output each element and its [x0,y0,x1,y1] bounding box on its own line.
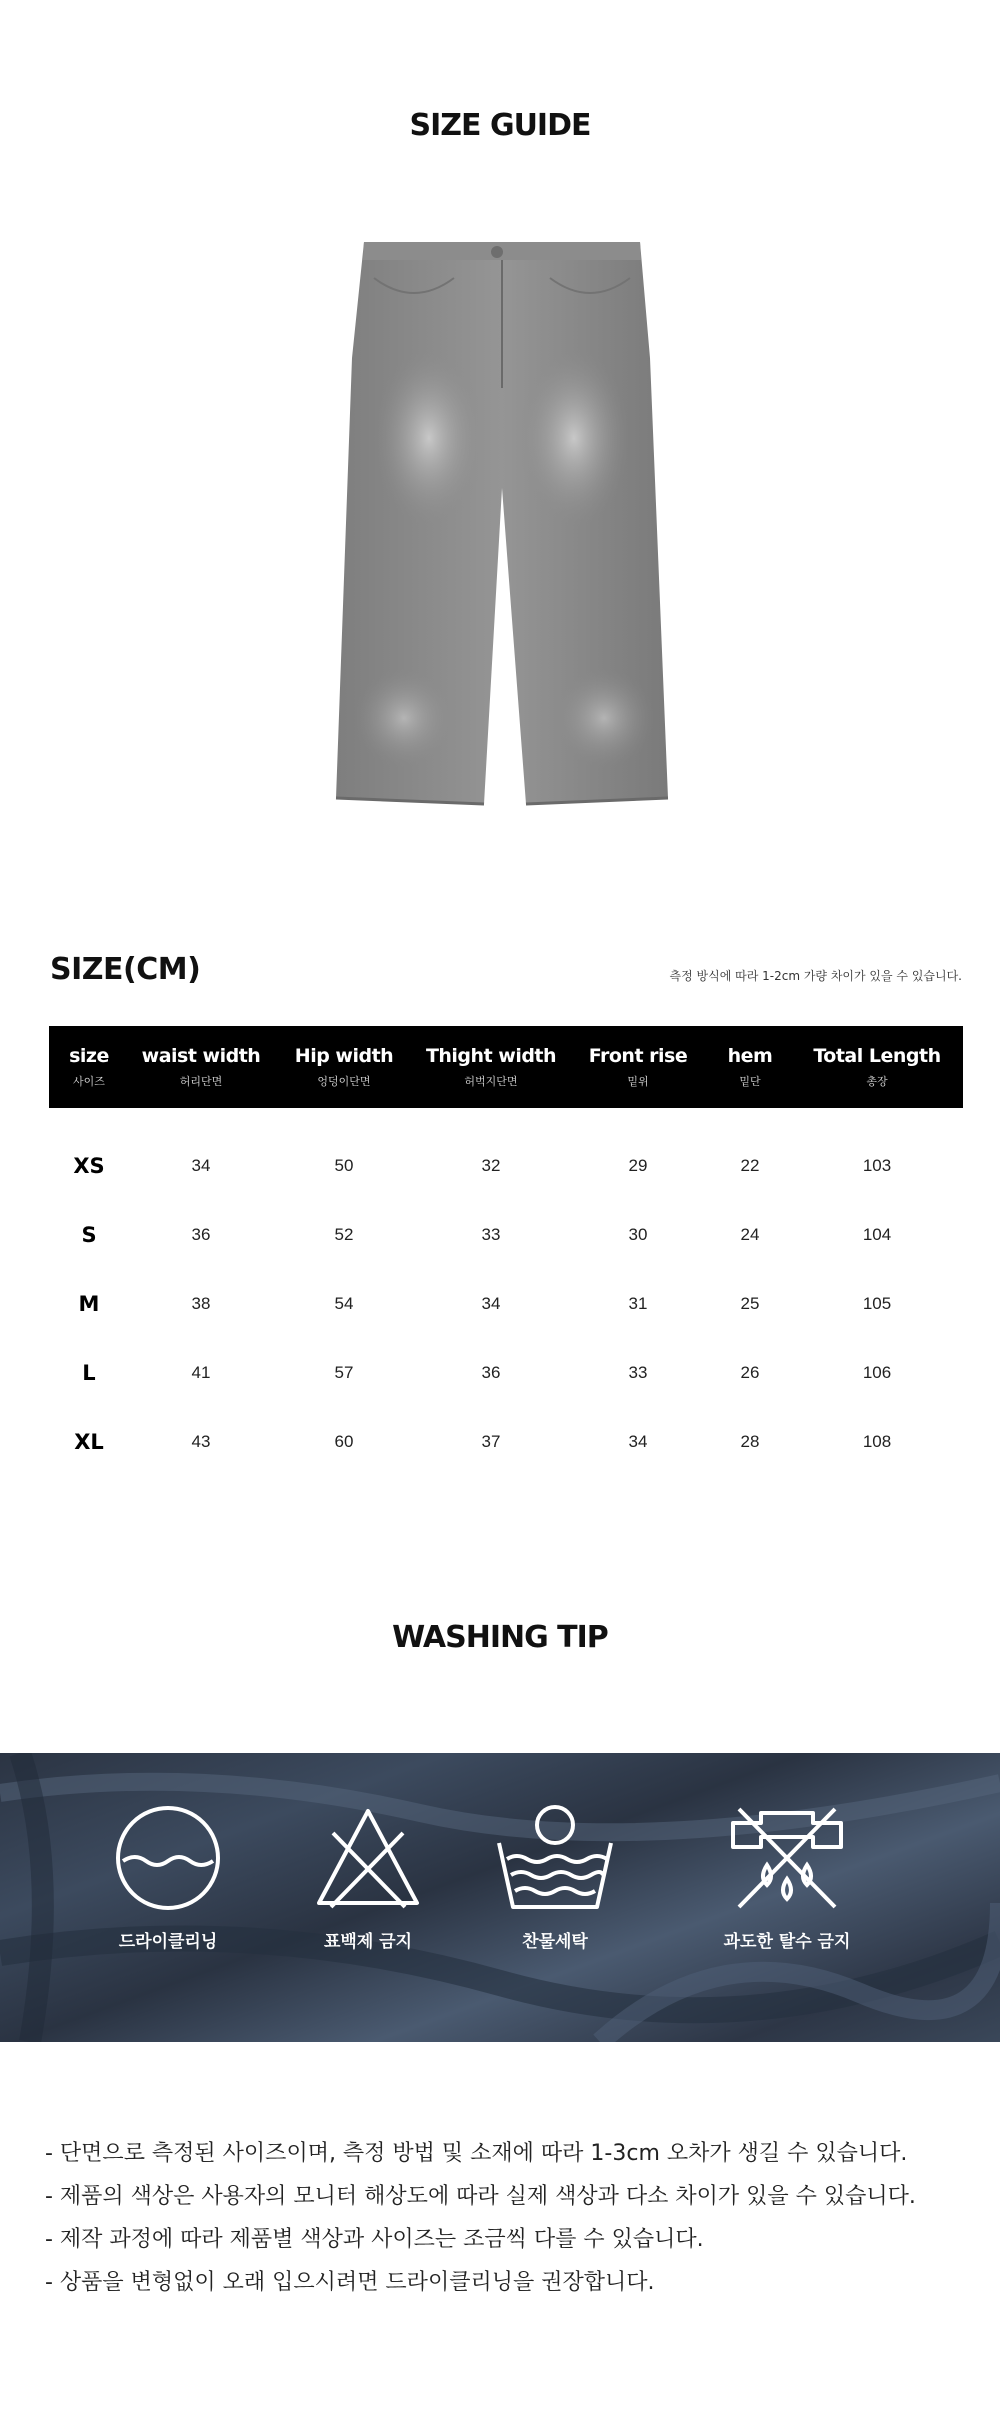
table-row [49,1338,963,1407]
table-cell: 60 [334,1431,354,1451]
table-cell: 52 [334,1224,354,1244]
no-wring-icon [727,1803,847,1913]
table-cell: 32 [481,1155,501,1175]
note-item: - 제작 과정에 따라 제품별 색상과 사이즈는 조금씩 다를 수 있습니다. [45,2227,704,2252]
size-table [49,1026,963,1476]
table-cell: 34 [628,1431,648,1451]
size-cell: L [82,1360,96,1385]
table-cell: 22 [740,1155,760,1175]
table-row [49,1407,963,1476]
table-cell: 33 [481,1224,501,1244]
table-cell: 50 [334,1155,354,1175]
header-thigh: Thight width 허벅지단면 [415,1026,567,1108]
table-row [49,1269,963,1338]
table-header-row [49,1026,963,1108]
table-cell: 43 [191,1431,211,1451]
header-waist: waist width 허리단면 [129,1026,273,1108]
table-cell: 24 [740,1224,760,1244]
notes-list [45,2132,965,2304]
table-cell: 34 [191,1155,211,1175]
dry-clean-item [78,1803,258,1952]
table-cell: 54 [334,1293,354,1313]
dry-clean-icon [113,1803,223,1913]
washing-tip-band [0,1753,1000,2042]
washing-tip-title: WASHING TIP [392,1620,608,1655]
table-cell: 31 [628,1293,648,1313]
no-bleach-item [278,1803,458,1952]
table-cell: 41 [191,1362,211,1382]
size-section-title: SIZE(CM) [50,952,201,987]
header-size: size 사이즈 [49,1026,129,1108]
table-cell: 57 [334,1362,354,1382]
no-bleach-icon [313,1803,423,1913]
table-cell: 36 [481,1362,501,1382]
note-item: - 단면으로 측정된 사이즈이며, 측정 방법 및 소재에 따라 1-3cm 오차가 생길 수 있습니다. [45,2141,908,2166]
cold-wash-label: 찬물세탁 [522,1932,588,1952]
size-guide-title: SIZE GUIDE [409,108,591,143]
dry-clean-label: 드라이클리닝 [118,1932,218,1952]
table-cell: 106 [862,1362,892,1382]
header-hip: Hip width 엉덩이단면 [273,1026,415,1108]
cold-wash-icon [495,1803,615,1913]
no-wring-label: 과도한 탈수 금지 [723,1932,851,1952]
table-cell: 104 [862,1224,892,1244]
header-front-rise: Front rise 밑위 [567,1026,709,1108]
table-cell: 34 [481,1293,501,1313]
table-cell: 29 [628,1155,648,1175]
table-cell: 108 [862,1431,892,1451]
pants-image [334,238,670,808]
note-item: - 상품을 변형없이 오래 입으시려면 드라이클리닝을 권장합니다. [45,2270,655,2295]
note-item: - 제품의 색상은 사용자의 모니터 해상도에 따라 실제 색상과 다소 차이가 있을 수 있습니다. [45,2184,916,2209]
table-cell: 38 [191,1293,211,1313]
header-hem: hem 밑단 [709,1026,791,1108]
table-cell: 103 [862,1155,892,1175]
header-total-length: Total Length 총장 [791,1026,963,1108]
table-cell: 33 [628,1362,648,1382]
table-cell: 30 [628,1224,648,1244]
size-cell: M [78,1291,100,1316]
table-cell: 36 [191,1224,211,1244]
cold-wash-item [465,1803,645,1952]
table-cell: 26 [740,1362,760,1382]
no-bleach-label: 표백제 금지 [323,1932,413,1952]
table-row [49,1200,963,1269]
no-wring-item [697,1803,877,1952]
table-row [49,1108,963,1200]
size-cell: XL [74,1429,104,1454]
table-cell: 25 [740,1293,760,1313]
size-cell: XS [73,1153,105,1178]
table-cell: 28 [740,1431,760,1451]
table-cell: 37 [481,1431,501,1451]
size-note: 측정 방식에 따라 1-2cm 가량 차이가 있을 수 있습니다. [669,969,962,983]
table-cell: 105 [862,1293,892,1313]
size-cell: S [81,1222,97,1247]
